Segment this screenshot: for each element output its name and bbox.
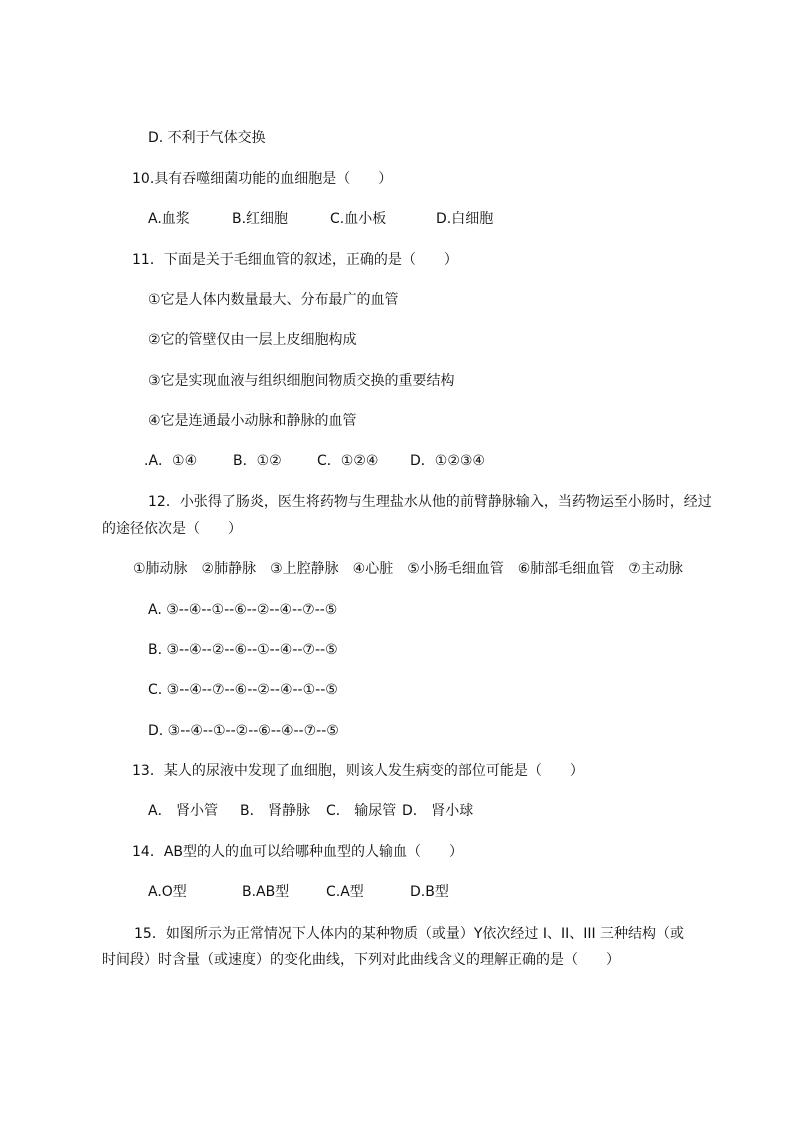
- q12-option-d: D. ③--④--①--②--⑥--④--⑦--⑤: [148, 723, 339, 739]
- q9-option-d: D. 不利于气体交换: [148, 130, 266, 146]
- q13-option-c: C． 输尿管: [326, 803, 397, 819]
- q12-stem-line2: 的途径依次是（ ）: [102, 521, 242, 537]
- q10-stem: 10.具有吞噬细菌功能的血细胞是（ ）: [132, 171, 393, 187]
- q11-statement-4: ④它是连通最小动脉和静脉的血管: [148, 413, 357, 429]
- q14-option-b: B.AB型: [242, 884, 290, 900]
- q10-option-b: B.红细胞: [232, 211, 289, 227]
- q11-statement-1: ①它是人体内数量最大、分布最广的血管: [148, 292, 399, 308]
- q13-option-d: D． 肾小球: [402, 803, 474, 819]
- q14-option-c: C.A型: [326, 884, 364, 900]
- q14-option-a: A.O型: [148, 884, 187, 900]
- q11-stem: 11．下面是关于毛细血管的叙述，正确的是（ ）: [132, 252, 458, 268]
- q11-option-a: .A．①④: [144, 453, 198, 469]
- q15-stem-line1: 15．如图所示为正常情况下人体内的某种物质（或量）Y依次经过 I、II、III 三种结构（或: [134, 926, 685, 942]
- q12-option-c: C. ③--④--⑦--⑥--②--④--①--⑤: [148, 682, 338, 698]
- q12-items: ①肺动脉 ②肺静脉 ③上腔静脉 ④心脏 ⑤小肠毛细血管 ⑥肺部毛细血管 ⑦主动脉: [133, 561, 683, 577]
- q13-option-a: A． 肾小管: [148, 803, 219, 819]
- q14-stem: 14．AB型的人的血可以给哪种血型的人输血（ ）: [132, 844, 463, 860]
- q12-stem-line1: 12．小张得了肠炎，医生将药物与生理盐水从他的前臂静脉输入，当药物运至小肠时，经过: [148, 494, 712, 510]
- q13-option-b: B． 肾静脉: [240, 803, 311, 819]
- q10-option-c: C.血小板: [330, 211, 387, 227]
- q12-option-a: A. ③--④--①--⑥--②--④--⑦--⑤: [148, 602, 338, 618]
- q11-option-c: C．①②④: [317, 453, 379, 469]
- q10-option-d: D.白细胞: [436, 211, 494, 227]
- q11-statement-3: ③它是实现血液与组织细胞间物质交换的重要结构: [148, 373, 455, 389]
- q11-option-b: B．①②: [233, 453, 282, 469]
- q15-stem-line2: 时间段）时含量（或速度）的变化曲线，下列对此曲线含义的理解正确的是（ ）: [102, 952, 620, 968]
- q11-statement-2: ②它的管壁仅由一层上皮细胞构成: [148, 332, 357, 348]
- q11-option-d: D．①②③④: [410, 453, 485, 469]
- q12-option-b: B. ③--④--②--⑥--①--④--⑦--⑤: [148, 642, 338, 658]
- q13-stem: 13．某人的尿液中发现了血细胞，则该人发生病变的部位可能是（ ）: [132, 763, 584, 779]
- q14-option-d: D.B型: [410, 884, 449, 900]
- q10-option-a: A.血浆: [148, 211, 190, 227]
